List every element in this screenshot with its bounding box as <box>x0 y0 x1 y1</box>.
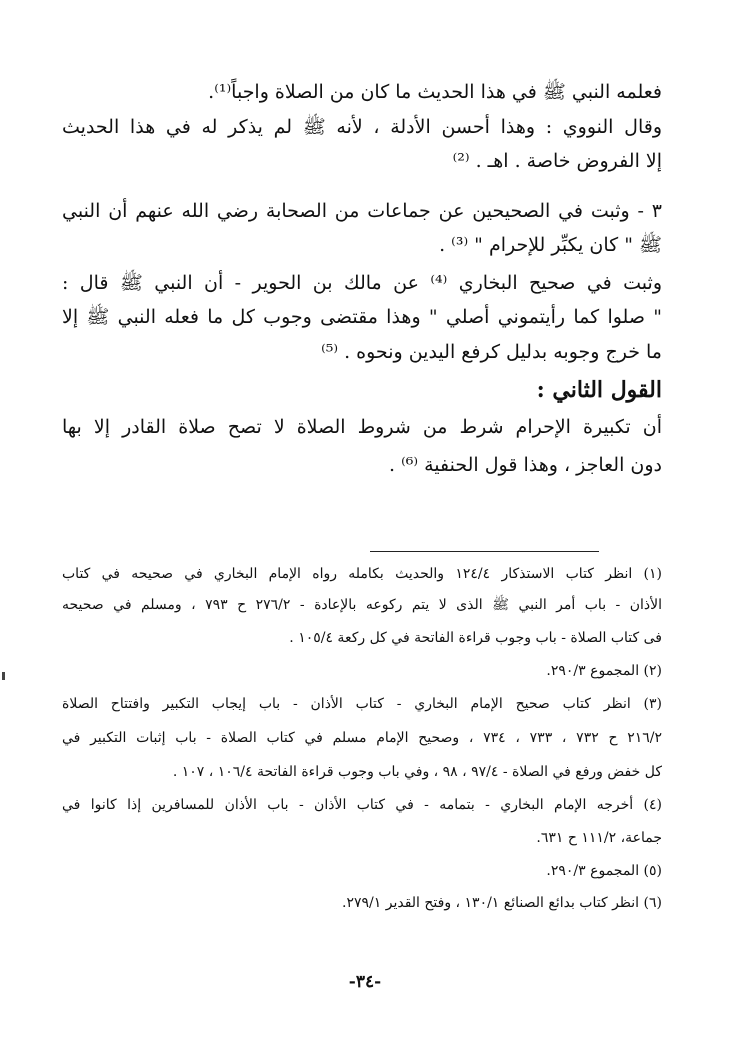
body-line-7: " صلوا كما رأيتموني أصلي " وهذا مقتضى وجوب كل ما فعله النبي ﷺ إلا <box>62 306 662 328</box>
body-line-3: إلا الفروض خاصة . اهـ . ⁽²⁾ <box>452 150 662 172</box>
footnote-line-7: كل خفض ورفع في الصلاة - ٩٧/٤ ، ٩٨ ، وفي باب وجوب قراءة الفاتحة ١٠٦/٤ ، ١٠٧ . <box>172 764 662 780</box>
body-line-1: فعلمه النبي ﷺ في هذا الحديث ما كان من الصلاة واجباً⁽¹⁾. <box>208 81 662 103</box>
body-line-9: أن تكبيرة الإحرام شرط من شروط الصلاة لا تصح صلاة القادر إلا بها <box>62 416 662 438</box>
body-line-6: وثبت في صحيح البخاري ⁽⁴⁾ عن مالك بن الحوير - أن النبي ﷺ قال : <box>62 272 662 294</box>
body-line-2: وقال النووي : وهذا أحسن الأدلة ، لأنه ﷺ لم يذكر له في هذا الحديث <box>62 116 662 138</box>
footnote-line-3: فى كتاب الصلاة - باب وجوب قراءة الفاتحة في كل ركعة ١٠٥/٤ . <box>289 630 662 646</box>
footnote-line-10: (٥) المجموع ٢٩٠/٣. <box>546 863 662 879</box>
body-line-8: ما خرج وجوبه بدليل كرفع اليدين ونحوه . ⁽⁵⁾ <box>321 341 662 363</box>
footnote-line-6: ٢١٦/٢ ح ٧٣٢ ، ٧٣٣ ، ٧٣٤ ، وصحيح الإمام مسلم في كتاب الصلاة - باب إثبات التكبير في <box>62 730 662 746</box>
scan-edge-mark <box>2 672 5 680</box>
body-line-10: دون العاجز ، وهذا قول الحنفية ⁽⁶⁾ . <box>389 454 662 476</box>
body-line-5: ﷺ " كان يكبِّر للإحرام " ⁽³⁾ . <box>439 234 662 256</box>
footnote-divider <box>370 551 599 552</box>
section-heading: القول الثاني : <box>536 377 662 403</box>
body-line-4: ٣ - وثبت في الصحيحين عن جماعات من الصحابة رضي الله عنهم أن النبي <box>62 200 662 222</box>
page-number: -٣٤- <box>348 972 382 992</box>
footnote-line-11: (٦) انظر كتاب بدائع الصنائع ١٣٠/١ ، وفتح القدير ٢٧٩/١. <box>342 895 662 911</box>
footnote-line-4: (٢) المجموع ٢٩٠/٣. <box>546 663 662 679</box>
footnote-line-9: جماعة، ١١١/٢ ح ٦٣١. <box>536 830 662 846</box>
footnote-line-8: (٤) أخرجه الإمام البخاري - بتمامه - في كتاب الأذان - باب الأذان للمسافرين إذا كانوا في <box>62 797 662 813</box>
footnote-line-2: الأذان - باب أمر النبي ﷺ الذى لا يتم ركوعه بالإعادة - ٢٧٦/٢ ح ٧٩٣ ، ومسلم في صحيحه <box>62 597 662 613</box>
footnote-line-1: (١) انظر كتاب الاستذكار ١٢٤/٤ والحديث بكامله رواه الإمام البخاري في صحيحه في كتاب <box>62 566 662 582</box>
footnote-line-5: (٣) انظر كتاب صحيح الإمام البخاري - كتاب الأذان - باب إيجاب التكبير وافتتاح الصلاة <box>62 696 662 712</box>
